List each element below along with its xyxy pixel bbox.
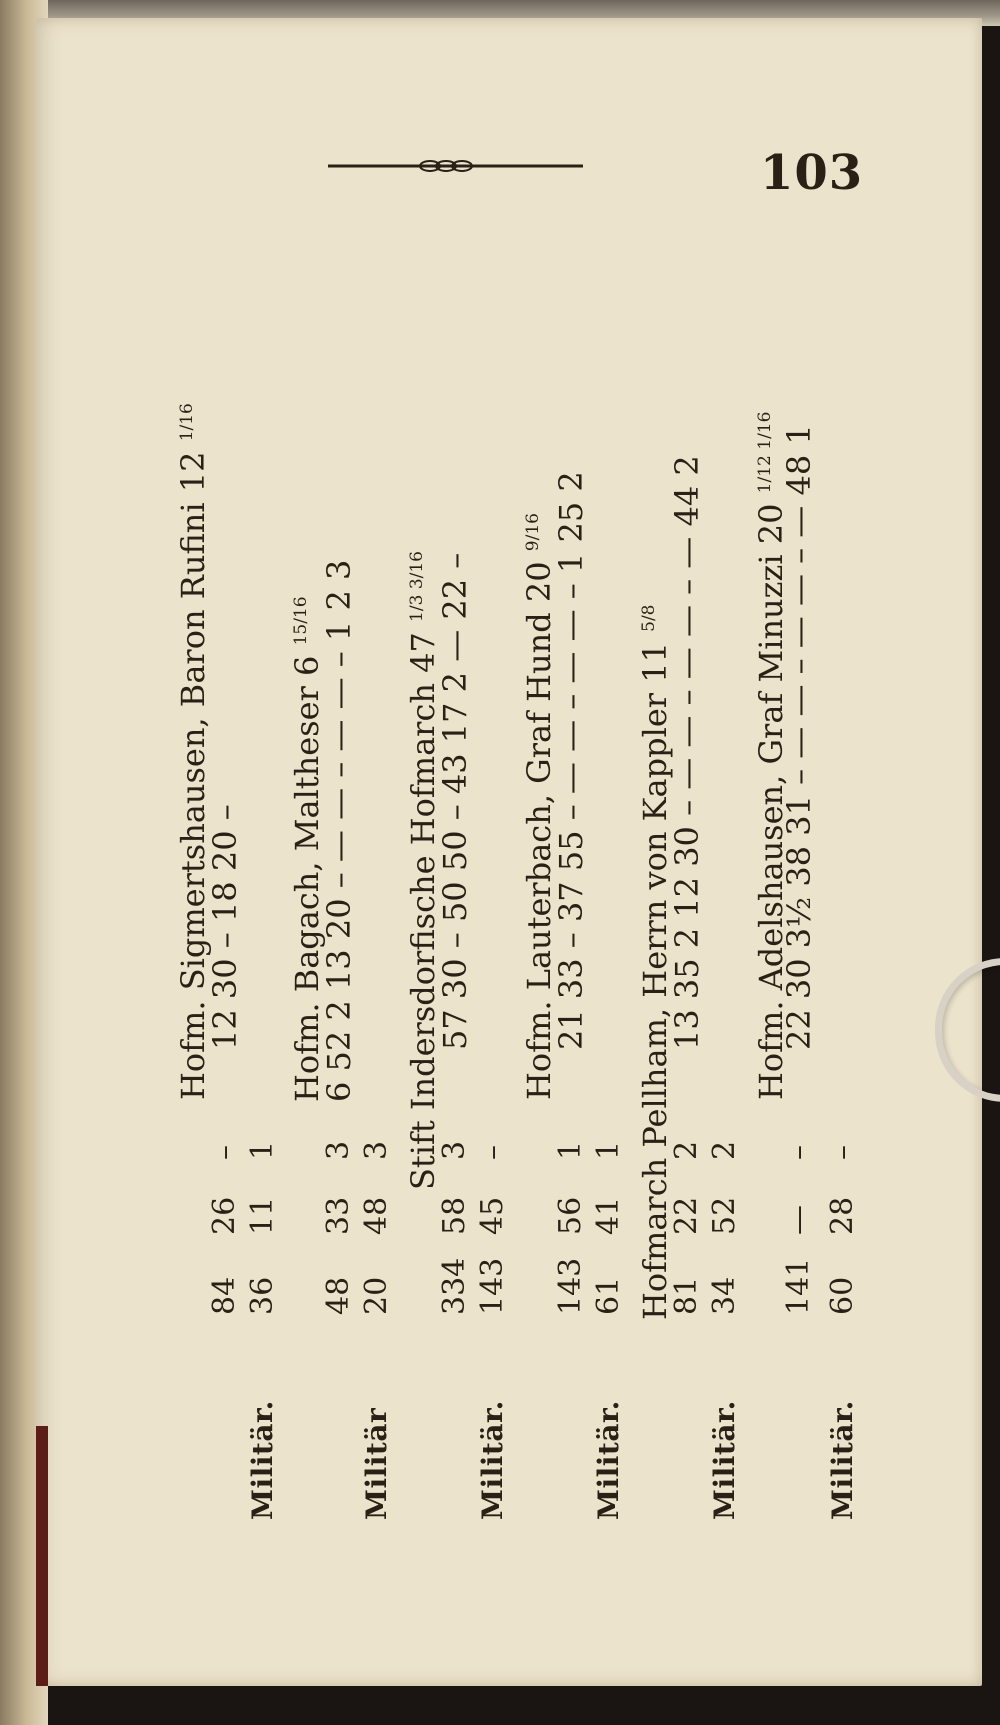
table-row-inner (826, 160, 860, 1520)
cell-value: 56 (553, 1196, 588, 1235)
cell-values: 57 30 – 50 50 – 43 17 2 — 22 – (436, 552, 474, 1050)
cell-value: 33 (321, 1196, 356, 1235)
cell-value: 60 (825, 1276, 860, 1315)
cell-value: 52 (707, 1196, 742, 1235)
cell-values: 21 33 – 37 55 – — — – — — – 1 25 2 (552, 471, 590, 1050)
cell-value: 61 (591, 1276, 626, 1315)
table-row (322, 160, 356, 1520)
table-row (438, 160, 472, 1520)
cell-values: 6 52 2 13 20 – — — – — — – 1 2 3 (320, 559, 358, 1102)
table-row (284, 160, 326, 1520)
cell-value: 22 (669, 1196, 704, 1235)
cell-value: 2 (669, 1140, 704, 1160)
cell-value: 141 (781, 1257, 816, 1315)
cell-value: 28 (825, 1196, 860, 1235)
estate-header: Hofm. Bagach, Maltheser 6 $^{15/16}$ (288, 596, 326, 1102)
cell-value: – (825, 1145, 860, 1160)
cell-value: 11 (245, 1196, 280, 1235)
cell-value: 84 (207, 1276, 242, 1315)
row-label: Militär. (826, 1400, 859, 1520)
cell-value: 1 (553, 1140, 588, 1160)
table-row (208, 160, 242, 1520)
cell-value: – (207, 1145, 242, 1160)
table-row (360, 160, 394, 1520)
row-label: Militär. (708, 1400, 741, 1520)
estate-header: Stift Indersdorfische Hofmarch 47 $^{1/3 3/16}$ (404, 550, 442, 1190)
page-number: 103 (760, 145, 864, 201)
table-row (670, 160, 704, 1520)
cell-value: 3 (437, 1140, 472, 1160)
cell-value: 334 (437, 1257, 472, 1315)
estate-header: Hofm. Adelshausen, Graf Minuzzi 20 $^{1/12 1/16}$ (752, 411, 790, 1100)
cell-value: 41 (591, 1196, 626, 1235)
cell-value: — (781, 1205, 816, 1235)
table-row (782, 160, 816, 1520)
cell-value: 45 (475, 1196, 510, 1235)
table-row (592, 160, 626, 1520)
table-row (554, 160, 588, 1520)
estate-header: Hofm. Lauterbach, Graf Hund 20 $^{9/16}$ (520, 513, 558, 1100)
table-row (400, 160, 442, 1520)
cell-values: 12 30 – 18 20 – (206, 804, 244, 1050)
row-label: Militär. (476, 1400, 509, 1520)
table-row (826, 160, 866, 1520)
cell-value: 34 (707, 1276, 742, 1315)
table-row (632, 160, 674, 1520)
table-row (708, 160, 742, 1520)
cell-value: – (475, 1145, 510, 1160)
cell-value: 26 (207, 1196, 242, 1235)
cell-value: 81 (669, 1276, 704, 1315)
cell-value: 143 (553, 1257, 588, 1315)
cell-value: 36 (245, 1276, 280, 1315)
cell-value: 2 (707, 1140, 742, 1160)
cell-value: 1 (591, 1140, 626, 1160)
cell-value: – (781, 1145, 816, 1160)
cell-values: 13 35 2 12 30 – — — – — — – — 44 2 (668, 455, 706, 1050)
row-label: Militär. (592, 1400, 625, 1520)
table-row (246, 160, 280, 1520)
table-row (170, 160, 212, 1520)
row-label: Militär (360, 1407, 393, 1520)
estate-header: Hofm. Sigmertshausen, Baron Rufini 12 $^{1/16}$ (174, 403, 212, 1100)
cell-value: 143 (475, 1257, 510, 1315)
cell-values: 22 30 3½ 38 31 – — — – — — – — 48 1 (780, 424, 818, 1050)
cell-value: 3 (359, 1140, 394, 1160)
cell-value: 3 (321, 1140, 356, 1160)
ribbon-bookmark (36, 1426, 48, 1686)
cell-value: 48 (321, 1276, 356, 1315)
table-row (748, 160, 790, 1520)
rotated-table (170, 160, 818, 1520)
table-row (516, 160, 558, 1520)
cell-value: 48 (359, 1196, 394, 1235)
row-label: Militär. (246, 1400, 279, 1520)
estate-header: Hofmarch Pellham, Herrn von Kappler 11 $^{5/8}$ (636, 604, 674, 1320)
table-row (476, 160, 510, 1520)
cell-value: 1 (245, 1140, 280, 1160)
cell-value: 58 (437, 1196, 472, 1235)
cell-value: 20 (359, 1276, 394, 1315)
